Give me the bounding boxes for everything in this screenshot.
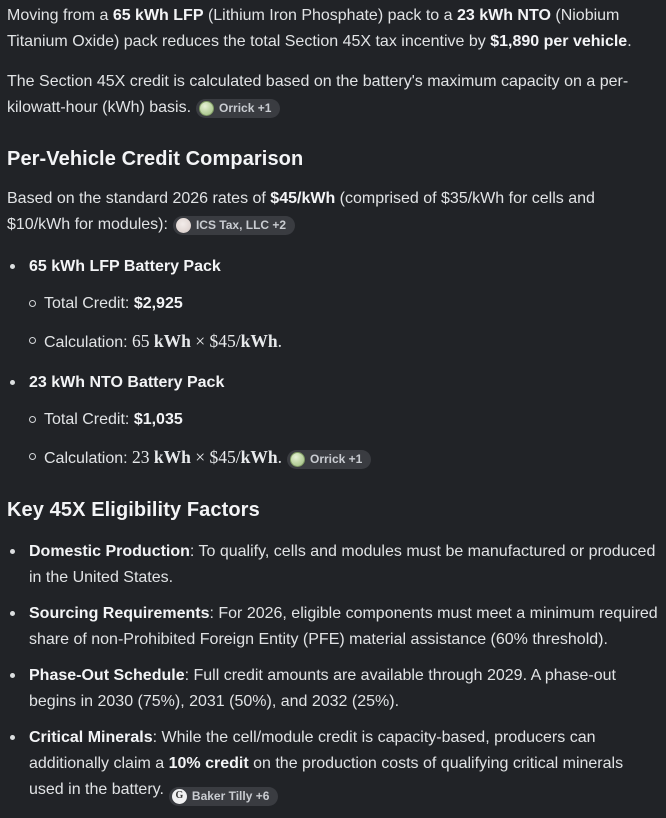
factor-term: Domestic Production bbox=[29, 543, 190, 560]
citation-badge-ics-tax[interactable] bbox=[173, 216, 295, 235]
bold-lfp-pack: 65 kWh LFP bbox=[112, 7, 204, 24]
calculation-label: Calculation: bbox=[44, 450, 133, 467]
section-heading-eligibility: Key 45X Eligibility Factors bbox=[7, 499, 260, 521]
bullet-icon bbox=[10, 735, 15, 740]
bold-ten-percent-credit: 10% credit bbox=[168, 755, 249, 772]
nto-detail-list bbox=[29, 407, 658, 472]
calculation-label: Calculation: bbox=[44, 334, 133, 351]
circle-bullet-icon bbox=[29, 416, 36, 423]
ics-tax-favicon-icon bbox=[176, 218, 191, 233]
circle-bullet-icon bbox=[29, 300, 36, 307]
bullet-icon bbox=[10, 549, 15, 554]
text-run: . bbox=[627, 33, 632, 50]
math-run: $45/ bbox=[209, 447, 241, 467]
section-heading-comparison: Per-Vehicle Credit Comparison bbox=[7, 148, 304, 170]
text-run: The Section 45X credit is calculated based on the battery's maximum capacity on a per-kilowatt-hour (kWh) basis. bbox=[7, 73, 629, 116]
total-credit-label: Total Credit: bbox=[44, 295, 134, 312]
list-item-title: 23 kWh NTO Battery Pack bbox=[29, 374, 225, 391]
math-run: $45/ bbox=[209, 331, 241, 351]
credit-comparison-list bbox=[7, 254, 658, 472]
text-run: (Niobium Titanium Oxide) pack reduces the total Section 45X tax incentive by bbox=[7, 7, 620, 50]
citation-label: ICS Tax, LLC +2 bbox=[195, 218, 287, 232]
total-credit-label: Total Credit: bbox=[44, 411, 134, 428]
list-item-lfp-pack bbox=[29, 254, 658, 356]
bullet-icon bbox=[10, 264, 15, 269]
factor-sourcing-requirements bbox=[29, 601, 658, 653]
citation-badge-orrick[interactable] bbox=[287, 450, 371, 469]
factor-text: : To qualify, cells and modules must be manufactured or produced in the United States. bbox=[29, 543, 656, 586]
total-credit-item bbox=[44, 407, 658, 433]
text-run: (comprised of $35/kWh for cells and $10/kWh for modules): bbox=[7, 190, 595, 233]
citation-label: Orrick +1 bbox=[219, 101, 272, 115]
orrick-favicon-icon bbox=[199, 101, 214, 116]
factor-text: : For 2026, eligible components must meet a minimum required share of non-Prohibited Foreign Entity (PFE) material assistance (60% threshold). bbox=[29, 605, 658, 648]
factor-domestic-production bbox=[29, 539, 658, 591]
list-item-title: 65 kWh LFP Battery Pack bbox=[29, 258, 221, 275]
baker-tilly-favicon-icon: G bbox=[172, 789, 187, 804]
math-run: kWh bbox=[153, 447, 191, 467]
rates-paragraph bbox=[7, 186, 658, 238]
factor-text: on the production costs of qualifying critical minerals used in the battery. bbox=[29, 755, 624, 798]
total-credit-value: $2,925 bbox=[133, 295, 183, 312]
math-run: × bbox=[190, 447, 210, 467]
circle-bullet-icon bbox=[29, 337, 36, 344]
factor-text: : Full credit amounts are available through 2029. A phase-out begins in 2030 (75%), 2031 (50%), and 2032 (25%). bbox=[29, 667, 616, 710]
circle-bullet-icon bbox=[29, 453, 36, 460]
citation-badge-orrick[interactable] bbox=[196, 99, 280, 118]
math-run: 23 bbox=[132, 447, 154, 467]
math-run: kWh bbox=[240, 447, 278, 467]
math-run: 65 bbox=[132, 331, 154, 351]
bold-rate: $45/kWh bbox=[270, 190, 336, 207]
total-credit-value: $1,035 bbox=[133, 411, 183, 428]
citation-badge-baker-tilly[interactable] bbox=[169, 787, 279, 806]
calculation-item bbox=[44, 444, 658, 472]
credit-basis-paragraph bbox=[7, 69, 658, 121]
citation-label: Baker Tilly +6 bbox=[191, 788, 270, 803]
intro-paragraph bbox=[7, 3, 658, 55]
math-run: . bbox=[277, 331, 282, 351]
bullet-icon bbox=[10, 611, 15, 616]
factor-term: Critical Minerals bbox=[29, 729, 153, 746]
lfp-detail-list bbox=[29, 291, 658, 356]
factor-term: Sourcing Requirements bbox=[29, 605, 210, 622]
bullet-icon bbox=[10, 673, 15, 678]
total-credit-item bbox=[44, 291, 658, 317]
math-run: kWh bbox=[153, 331, 191, 351]
factor-phase-out-schedule bbox=[29, 663, 658, 715]
citation-label: Orrick +1 bbox=[309, 452, 363, 466]
text-run: (Lithium Iron Phosphate) pack to a bbox=[203, 7, 457, 24]
bold-incentive-delta: $1,890 per vehicle bbox=[490, 33, 628, 50]
factor-term: Phase-Out Schedule bbox=[29, 667, 185, 684]
math-run: kWh bbox=[240, 331, 278, 351]
list-item-nto-pack bbox=[29, 370, 658, 472]
math-run: . bbox=[277, 447, 282, 467]
factor-text: : While the cell/module credit is capacity-based, producers can additionally claim a bbox=[29, 729, 596, 772]
eligibility-factors-list bbox=[7, 539, 658, 806]
bold-nto-pack: 23 kWh NTO bbox=[456, 7, 551, 24]
bullet-icon bbox=[10, 380, 15, 385]
text-run: Moving from a bbox=[7, 7, 113, 24]
calculation-item bbox=[44, 328, 658, 356]
factor-critical-minerals bbox=[29, 725, 658, 806]
text-run: Based on the standard 2026 rates of bbox=[7, 190, 271, 207]
math-run: × bbox=[190, 331, 210, 351]
orrick-favicon-icon bbox=[290, 452, 305, 467]
